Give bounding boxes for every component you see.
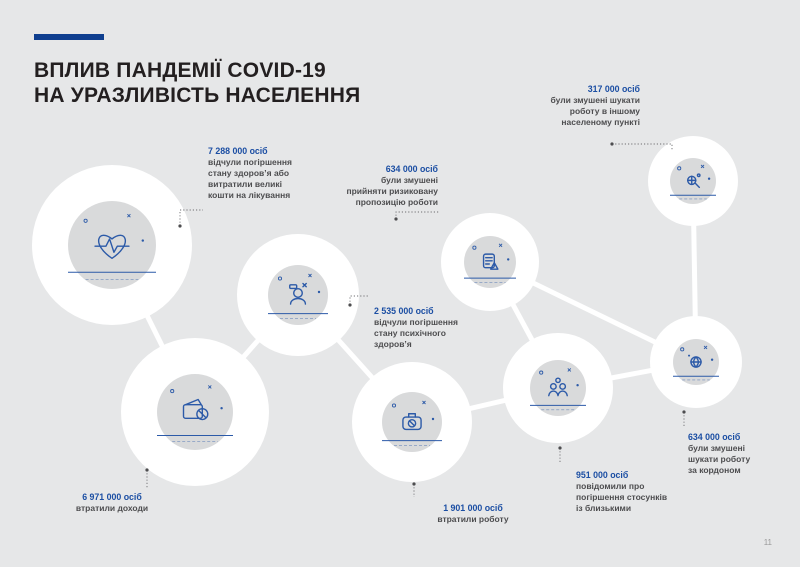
stat-job-description: втратили роботу: [437, 514, 509, 524]
node-relations-inner: [530, 360, 586, 416]
node-risky: [441, 213, 539, 311]
node-relations: [503, 333, 613, 443]
leader-dot-income: [145, 468, 148, 471]
stat-health-description: відчули погіршення стану здоров’я або витратили великі кошти на лікування: [208, 157, 292, 200]
leader-dot-job: [412, 482, 415, 485]
stat-health: [208, 146, 292, 201]
node-relocate: [648, 136, 738, 226]
stat-risky: [316, 164, 438, 208]
leader-dot-health: [178, 224, 181, 227]
stat-mental-number: 2 535 000 осіб: [374, 306, 434, 316]
title-line-2: НА УРАЗЛИВІСТЬ НАСЕЛЕННЯ: [34, 84, 361, 107]
stat-relations-number: 951 000 осіб: [576, 470, 629, 480]
stat-income-description: втратили доходи: [75, 503, 149, 513]
page-number: 11: [763, 538, 772, 547]
stat-relations-description: повідомили про погіршення стосунків із близькими: [576, 481, 668, 513]
leader-risky: [396, 212, 440, 219]
stat-risky-description: були змушені прийняти ризиковану пропозицію роботи: [346, 175, 438, 207]
stat-income-number: 6 971 000 осіб: [82, 492, 142, 502]
stat-health-number: 7 288 000 осіб: [208, 146, 268, 156]
leader-dot-relocate: [610, 142, 613, 145]
stat-abroad-number: 634 000 осіб: [688, 432, 741, 442]
stat-abroad: [688, 432, 750, 476]
stat-abroad-description: були змушені шукати роботу за кордоном: [688, 443, 751, 475]
stat-income: [52, 492, 172, 514]
stat-relocate: [522, 84, 640, 128]
node-job-inner: [382, 392, 442, 452]
node-mental: [237, 234, 359, 356]
stat-relations: [576, 470, 667, 514]
leader-dot-risky: [394, 217, 397, 220]
leader-dot-abroad: [682, 410, 685, 413]
node-income: [121, 338, 269, 486]
stat-mental-description: відчули погіршення стану психічного здоров’я: [374, 317, 458, 349]
node-abroad: [650, 316, 742, 408]
accent-bar: [34, 34, 104, 40]
stat-mental: [374, 306, 458, 350]
node-health: [32, 165, 192, 325]
stat-relocate-description: були змушені шукати роботу в іншому населеному пункті: [550, 95, 640, 127]
leader-dot-mental: [348, 303, 351, 306]
node-risky-inner: [464, 236, 516, 288]
stat-risky-number: 634 000 осіб: [385, 164, 438, 174]
leader-dot-relations: [558, 446, 561, 449]
node-job: [352, 362, 472, 482]
stat-relocate-number: 317 000 осіб: [587, 84, 640, 94]
title-line-1: ВПЛИВ ПАНДЕМІЇ COVID-19: [34, 59, 326, 82]
node-income-inner: [157, 374, 233, 450]
node-mental-inner: [268, 265, 328, 325]
stat-job: [418, 503, 528, 525]
stat-job-number: 1 901 000 осіб: [443, 503, 503, 513]
page-title: [34, 58, 360, 108]
